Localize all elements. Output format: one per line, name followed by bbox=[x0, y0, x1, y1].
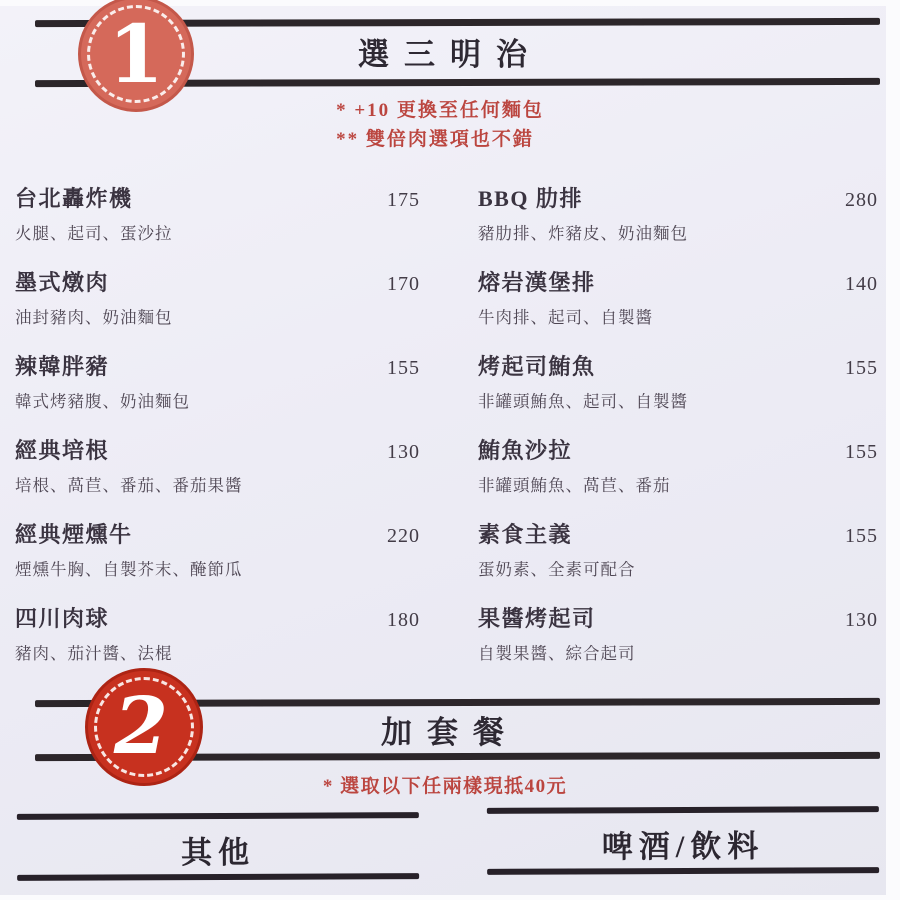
item-description: 豬肋排、炸豬皮、奶油麵包 bbox=[478, 224, 688, 243]
badge-number: 2 bbox=[113, 681, 169, 772]
item-name: 鮪魚沙拉 bbox=[478, 438, 573, 463]
item-description: 豬肉、茄汁醬、法棍 bbox=[15, 644, 173, 663]
badge-number: 1 bbox=[108, 7, 164, 101]
item-description: 自製果醬、綜合起司 bbox=[478, 644, 636, 663]
photo-edge-bottom bbox=[0, 895, 900, 900]
item-name: 素食主義 bbox=[478, 522, 573, 547]
subsection-beer-drinks bbox=[487, 806, 879, 875]
menu-item bbox=[15, 266, 420, 327]
subsection-label: 啤酒/飲料 bbox=[601, 828, 765, 865]
menu-item bbox=[478, 434, 878, 495]
item-name: BBQ 肋排 bbox=[478, 186, 583, 211]
item-name: 熔岩漢堡排 bbox=[478, 270, 596, 295]
note-bread-swap: * +10 更換至任何麵包 bbox=[336, 100, 544, 121]
item-price: 155 bbox=[387, 357, 420, 379]
item-price: 180 bbox=[387, 609, 420, 631]
section1-title: 選三明治 bbox=[358, 37, 542, 72]
item-description: 培根、萵苣、番茄、番茄果醬 bbox=[15, 476, 243, 495]
menu-item bbox=[478, 182, 878, 243]
menu-column-right bbox=[478, 182, 878, 686]
subsection-line-top bbox=[487, 806, 879, 814]
photo-edge-right bbox=[886, 0, 900, 900]
item-name: 四川肉球 bbox=[15, 606, 110, 631]
menu-item bbox=[15, 602, 420, 663]
item-description: 煙燻牛胸、自製芥末、醃節瓜 bbox=[15, 560, 243, 579]
menu-item bbox=[15, 434, 420, 495]
item-price: 130 bbox=[387, 441, 420, 463]
menu-item bbox=[15, 182, 420, 243]
item-price: 130 bbox=[845, 609, 878, 631]
subsection-line-top bbox=[17, 812, 419, 820]
item-description: 非罐頭鮪魚、起司、自製醬 bbox=[478, 392, 688, 411]
menu-item bbox=[478, 266, 878, 327]
menu-item bbox=[478, 602, 878, 663]
item-price: 155 bbox=[845, 525, 878, 547]
subsection-others bbox=[17, 812, 419, 881]
item-price: 175 bbox=[387, 189, 420, 211]
item-name: 經典煙燻牛 bbox=[15, 522, 133, 547]
menu-item bbox=[15, 518, 420, 579]
item-description: 火腿、起司、蛋沙拉 bbox=[15, 224, 173, 243]
item-name: 經典培根 bbox=[15, 438, 110, 463]
item-description: 油封豬肉、奶油麵包 bbox=[15, 308, 173, 327]
menu-item bbox=[15, 350, 420, 411]
item-price: 170 bbox=[387, 273, 420, 295]
item-description: 韓式烤豬腹、奶油麵包 bbox=[15, 392, 190, 411]
menu-item bbox=[478, 518, 878, 579]
item-name: 果醬烤起司 bbox=[478, 606, 596, 631]
note-combo-discount: * 選取以下任兩樣現抵40元 bbox=[322, 776, 568, 797]
item-description: 蛋奶素、全素可配合 bbox=[478, 560, 636, 579]
menu-column-left bbox=[15, 182, 420, 686]
item-price: 155 bbox=[845, 357, 878, 379]
item-name: 墨式燉肉 bbox=[15, 270, 110, 295]
item-price: 280 bbox=[845, 189, 878, 211]
menu-item bbox=[478, 350, 878, 411]
note-double-meat: ** 雙倍肉選項也不錯 bbox=[336, 129, 534, 150]
section2-number-badge bbox=[85, 668, 203, 786]
subsection-label: 其他 bbox=[180, 834, 256, 871]
item-name: 烤起司鮪魚 bbox=[478, 354, 596, 379]
section2-title: 加套餐 bbox=[381, 715, 519, 750]
item-name: 台北轟炸機 bbox=[15, 186, 133, 211]
item-name: 辣韓胖豬 bbox=[15, 354, 110, 379]
item-price: 155 bbox=[845, 441, 878, 463]
item-description: 非罐頭鮪魚、萵苣、番茄 bbox=[478, 476, 671, 495]
item-price: 220 bbox=[387, 525, 420, 547]
item-price: 140 bbox=[845, 273, 878, 295]
section1-notes bbox=[0, 96, 880, 154]
item-description: 牛肉排、起司、自製醬 bbox=[478, 308, 653, 327]
